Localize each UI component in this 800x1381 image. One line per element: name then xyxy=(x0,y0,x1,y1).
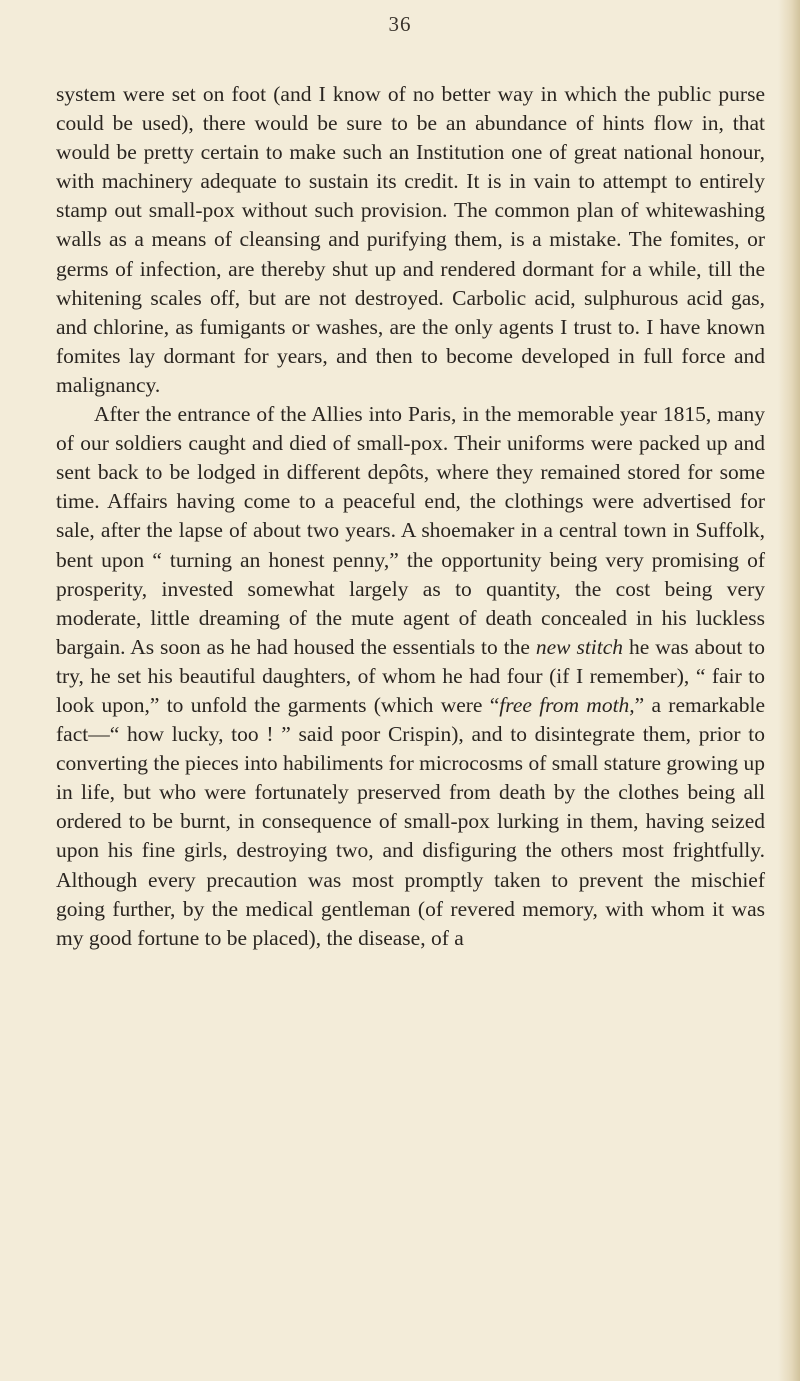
italic-new-stitch: new stitch xyxy=(535,634,624,659)
paragraph-2-part-3: ” a remarkable fact—“ how lucky, too ! ” said poor Crispin), and to disintegrate them, prior to converting the pieces into habiliments for microcosms of small stature growing up in life, but who were fortunately preserved from death by the clothes being all ordered to be burnt, in consequence of small-pox lurking in them, having seized upon his fine girls, destroying two, and disfiguring the others most frightfully. Although every precaution was most promptly taken to prevent the mischief going further, by the medical gentleman (of revered memory, with whom it was my good fortune to be placed), the disease, of a xyxy=(56,692,765,950)
paragraph-2 xyxy=(56,400,765,953)
body-text xyxy=(56,80,765,953)
paragraph-1: system were set on foot (and I know of no better way in which the public purse could be used), there would be sure to be an abundance of hints flow in, that would be pretty certain to make such an Institution one of great national honour, with machinery adequate to sustain its credit. It is in vain to attempt to entirely stamp out small-pox without such provision. The common plan of whitewashing walls as a means of cleansing and purifying them, is a mistake. The fomites, or germs of infection, are thereby shut up and rendered dormant for a while, till the whitening scales off, but are not destroyed. Carbolic acid, sulphurous acid gas, and chlorine, as fumigants or washes, are the only agents I trust to. I have known fomites lay dormant for years, and then to become developed in full force and malignancy. xyxy=(56,82,765,397)
page-edge-shadow xyxy=(778,0,800,1381)
italic-free-from-moth: free from moth, xyxy=(499,692,635,717)
paragraph-2-part-1: After the entrance of the Allies into Paris, in the memorable year 1815, many of our soldiers caught and died of small-pox. Their uniforms were packed up and sent back to be lodged in different depôts, where they remained stored for some time. Affairs having come to a peaceful end, the clothings were advertised for sale, after the lapse of about two years. A shoemaker in a central town in Suffolk, bent upon “ turning an honest penny,” the opportunity being very promising of prosperity, invested somewhat largely as to quantity, the cost being very moderate, little dreaming of the mute agent of death concealed in his luckless bargain. As soon as he had housed the essentials to the xyxy=(56,402,765,659)
page-number: 36 xyxy=(388,12,412,36)
paragraph-2-part-2: he was about to try, he set his beautiful daughters, of whom he had four (if I remember), “ fair to look upon,” to unfold the garments (which were “ xyxy=(56,634,766,717)
